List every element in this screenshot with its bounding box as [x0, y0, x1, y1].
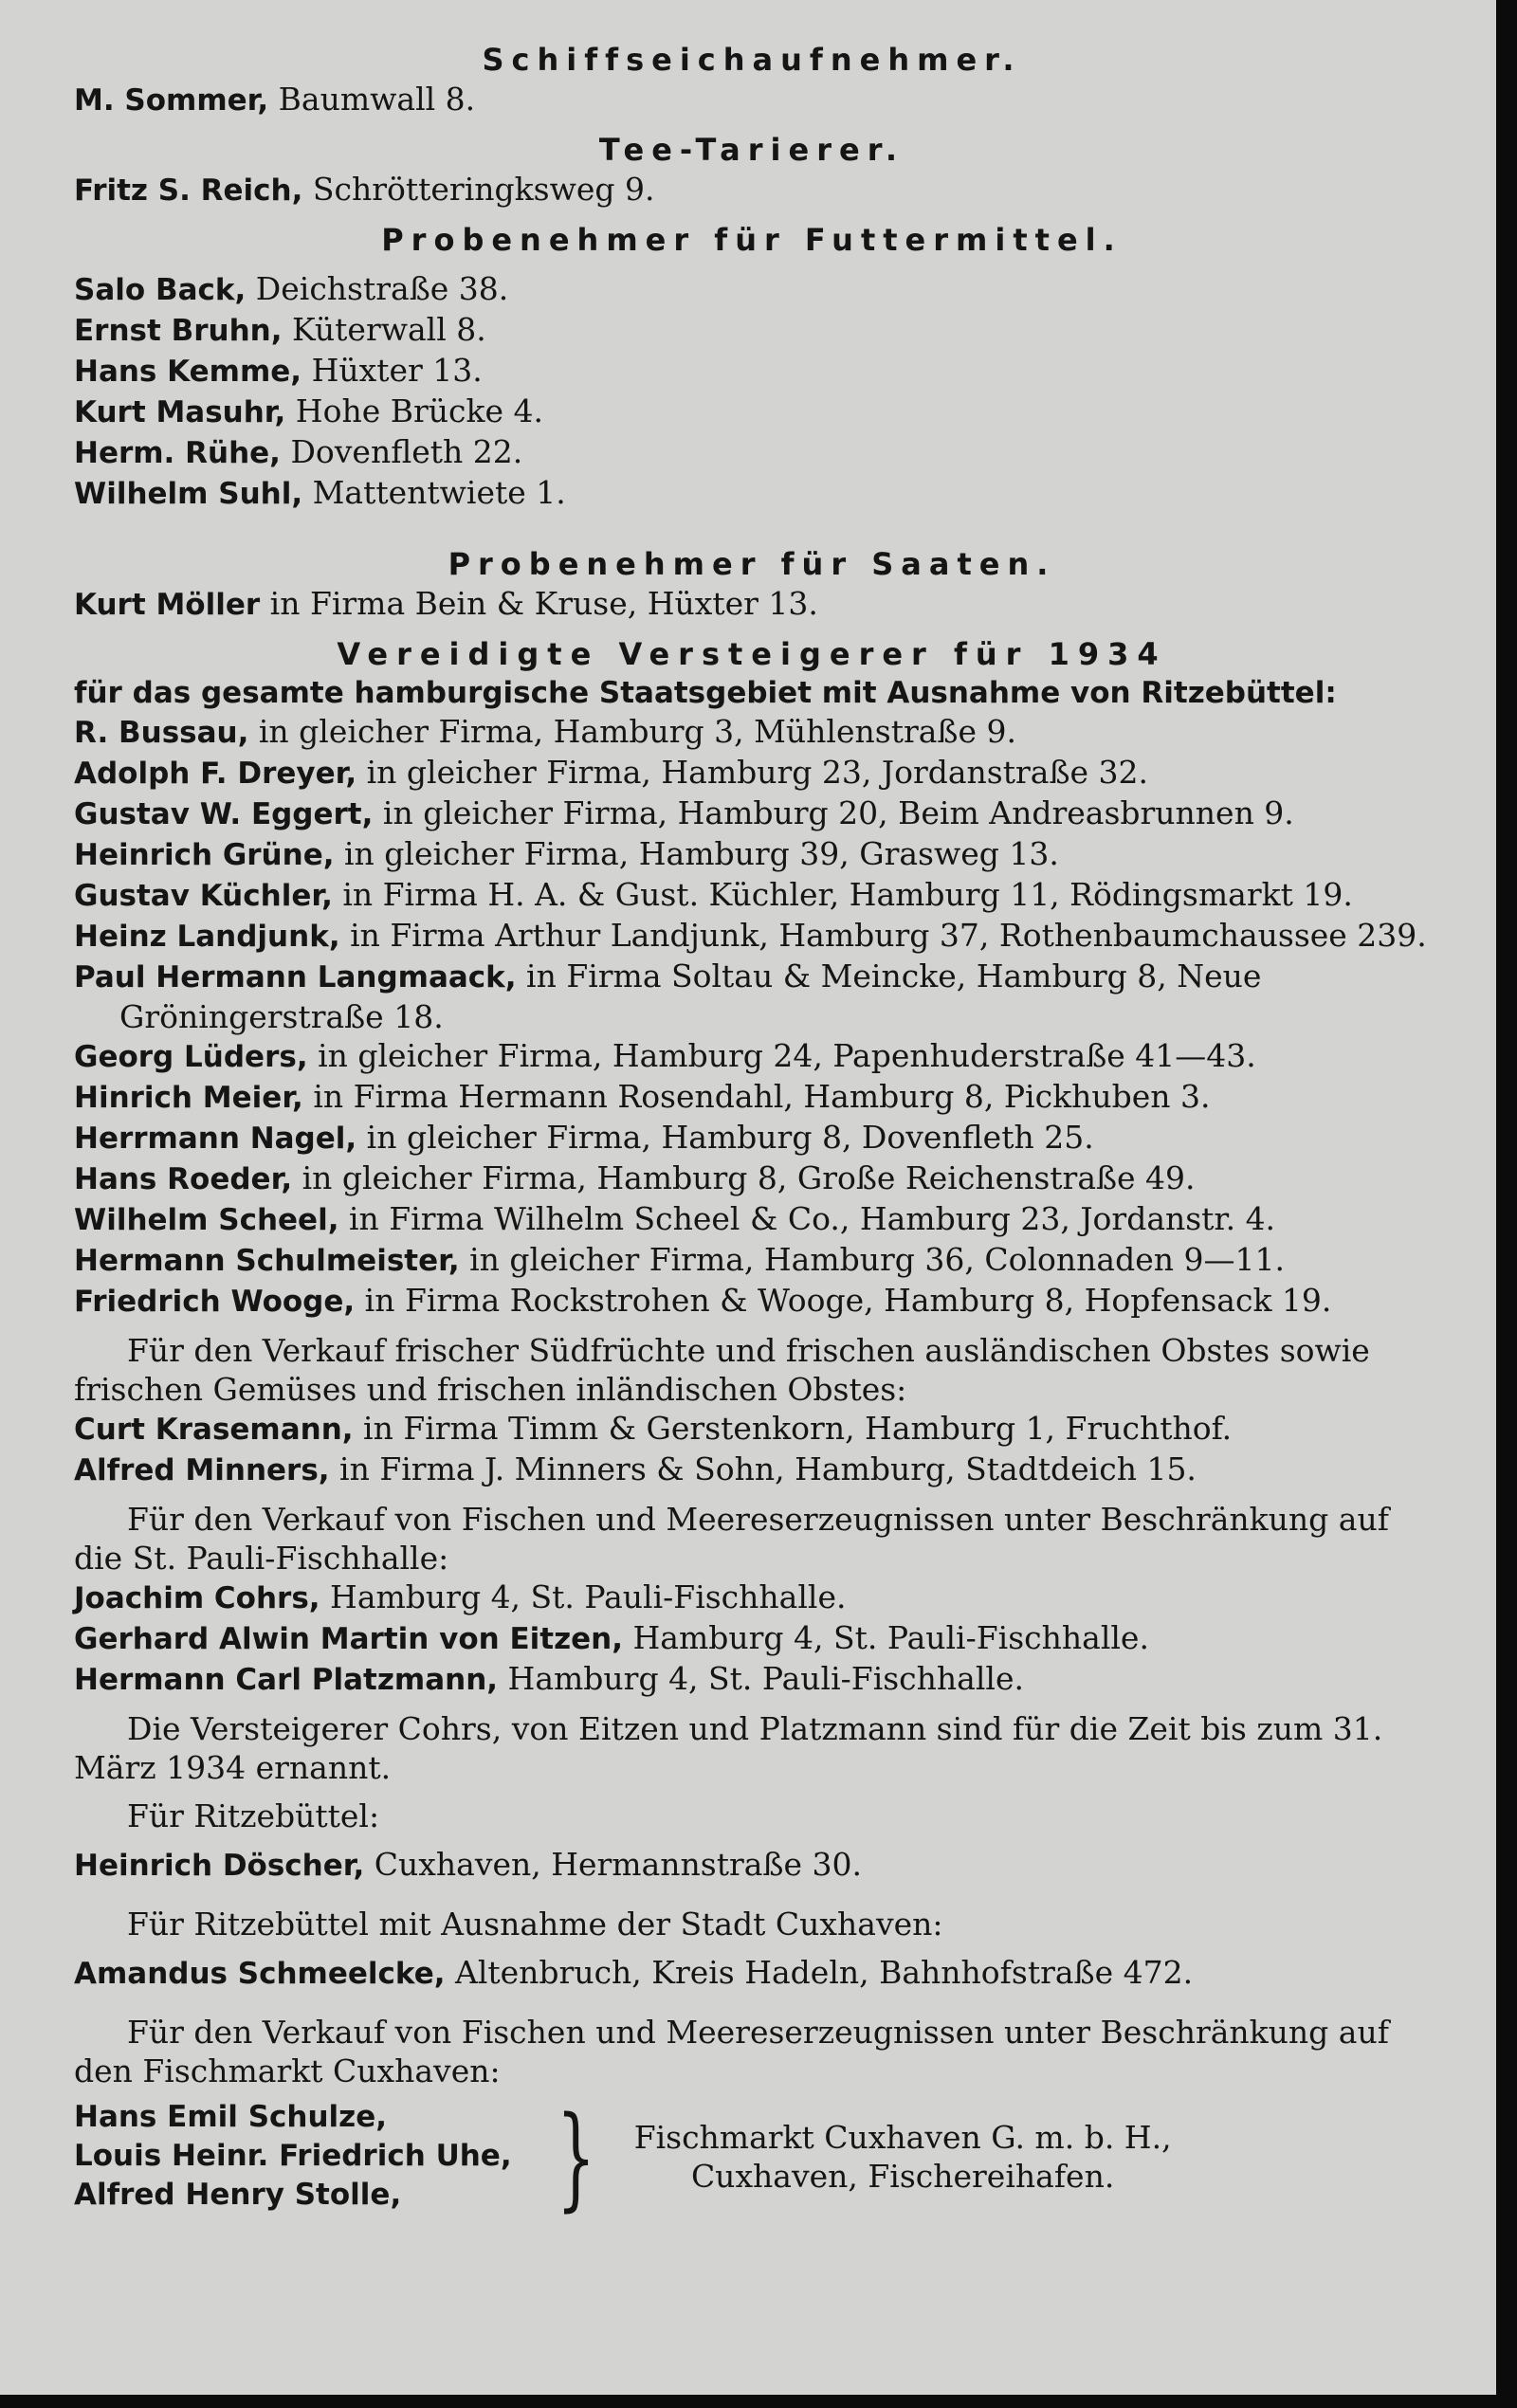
entry-name: Hermann Schulmeister,: [74, 1244, 460, 1278]
list-item: [74, 957, 1430, 1036]
intro-ritzebuettel-ohne-cuxhaven: Für Ritzebüttel mit Ausnahme der Stadt Cuxhaven:: [127, 1906, 943, 1943]
list-item: [74, 392, 1430, 432]
entry-address: in Firma Wilhelm Scheel & Co., Hamburg 23, Jordanstr. 4.: [338, 1200, 1276, 1237]
entry-name: Curt Krasemann,: [74, 1413, 354, 1447]
entry-address: in Firma H. A. & Gust. Küchler, Hamburg 11, Rödingsmarkt 19.: [332, 876, 1353, 913]
heading-probenehmer-futtermittel: Probenehmer für Futtermittel.: [381, 222, 1123, 258]
entry-name: Georg Lüders,: [74, 1040, 308, 1074]
list-item: [74, 170, 1430, 210]
list-item: [74, 269, 1430, 310]
entry-name: Herrmann Nagel,: [74, 1122, 357, 1156]
list-item: [74, 432, 1430, 473]
list-item: [74, 1953, 1430, 1994]
entry-name: Hinrich Meier,: [74, 1081, 303, 1115]
entry-name: Hans Kemme,: [74, 355, 302, 389]
list-item: [74, 753, 1430, 794]
entry-name: Gustav W. Eggert,: [74, 797, 374, 831]
entry-address: in gleicher Firma, Hamburg 8, Dovenfleth 25.: [356, 1119, 1094, 1156]
list-item: [74, 1578, 1430, 1618]
entry-address: in Firma Timm & Gerstenkorn, Hamburg 1, Fruchthof.: [353, 1410, 1233, 1447]
list-item: [74, 1036, 1430, 1077]
entry-address: Hohe Brücke 4.: [285, 392, 543, 429]
entry-name: Friedrich Wooge,: [74, 1285, 356, 1319]
heading-tee-tarierer: Tee-Tarierer.: [598, 132, 905, 168]
entry-name: Kurt Möller: [74, 588, 261, 622]
intro-ritzebuettel: Für Ritzebüttel:: [127, 1797, 380, 1834]
entry-name: Wilhelm Scheel,: [74, 1203, 339, 1237]
entry-address: Dovenfleth 22.: [280, 433, 523, 470]
entry-address: in gleicher Firma, Hamburg 36, Colonnaden 9—11.: [459, 1241, 1285, 1278]
entry-address: Cuxhaven, Hermannstraße 30.: [364, 1846, 862, 1883]
entry-address: in gleicher Firma, Hamburg 39, Grasweg 13.: [334, 835, 1059, 872]
entry-name: Salo Back,: [74, 273, 247, 307]
list-item: [74, 1845, 1430, 1886]
subheading-staatsgebiet: für das gesamte hamburgische Staatsgebiet mit Ausnahme von Ritzebüttel:: [74, 676, 1337, 710]
list-item: [74, 1618, 1430, 1659]
entry-name: M. Sommer,: [74, 83, 269, 118]
intro-fische-st-pauli: Für den Verkauf von Fischen und Meereserzeugnissen unter Beschränkung auf die St. Pauli-Fischhalle:: [74, 1501, 1389, 1577]
entry-address: in Firma Soltau & Meincke, Hamburg 8, Neue Gröningerstraße 18.: [119, 958, 1262, 1035]
entry-address: Hamburg 4, St. Pauli-Fischhalle.: [498, 1660, 1024, 1697]
intro-fische-cuxhaven: Für den Verkauf von Fischen und Meereserzeugnissen unter Beschränkung auf den Fischmarkt Cuxhaven:: [74, 2014, 1389, 2089]
entry-name: Louis Heinr. Friedrich Uhe,: [74, 2139, 512, 2173]
list-item: [74, 712, 1430, 753]
list-item: [74, 473, 1430, 514]
entry-name: Gerhard Alwin Martin von Eitzen,: [74, 1622, 624, 1656]
list-item: [74, 1659, 1430, 1700]
entry-name: Hans Emil Schulze,: [74, 2100, 388, 2134]
list-item: [74, 351, 1430, 392]
entry-address: Baumwall 8.: [268, 81, 476, 118]
list-item: [74, 1450, 1430, 1490]
cuxhaven-names: [74, 2098, 512, 2215]
entry-address: Hamburg 4, St. Pauli-Fischhalle.: [623, 1619, 1149, 1656]
entry-address: Hamburg 4, St. Pauli-Fischhalle.: [320, 1578, 847, 1615]
list-item: [74, 1199, 1430, 1240]
list-item: [74, 916, 1430, 957]
entry-name: Amandus Schmeelcke,: [74, 1957, 446, 1991]
entry-name: Kurt Masuhr,: [74, 395, 286, 429]
list-item: [74, 1281, 1430, 1322]
entry-address: in gleicher Firma, Hamburg 8, Große Reichenstraße 49.: [292, 1159, 1196, 1196]
entry-address: in Firma J. Minners & Sohn, Hamburg, Stadtdeich 15.: [329, 1450, 1197, 1487]
entry-address: in Firma Bein & Kruse, Hüxter 13.: [260, 585, 818, 622]
entry-name: Gustav Küchler,: [74, 879, 333, 913]
list-item: [74, 1118, 1430, 1158]
entry-address: Deichstraße 38.: [246, 270, 509, 307]
entry-name: Adolph F. Dreyer,: [74, 757, 357, 791]
entry-name: Joachim Cohrs,: [74, 1581, 320, 1615]
entry-name: Paul Hermann Langmaack,: [74, 960, 517, 994]
list-item: [74, 1077, 1430, 1118]
entry-address: in gleicher Firma, Hamburg 23, Jordanstraße 32.: [356, 754, 1148, 791]
entry-name: Alfred Minners,: [74, 1453, 330, 1487]
entry-name: Fritz S. Reich,: [74, 173, 303, 208]
entry-address: in gleicher Firma, Hamburg 3, Mühlenstraße 9.: [248, 713, 1016, 750]
list-item: [74, 875, 1430, 916]
address-line: Fischmarkt Cuxhaven G. m. b. H.,: [633, 2118, 1172, 2156]
entry-name: Alfred Henry Stolle,: [74, 2178, 402, 2212]
entry-address: in gleicher Firma, Hamburg 24, Papenhuderstraße 41—43.: [307, 1037, 1256, 1074]
heading-probenehmer-saaten: Probenehmer für Saaten.: [448, 546, 1056, 582]
entry-name: Herm. Rühe,: [74, 436, 281, 470]
list-item: [74, 834, 1430, 875]
entry-address: in gleicher Firma, Hamburg 20, Beim Andreasbrunnen 9.: [373, 794, 1294, 831]
curly-brace: }: [556, 2090, 595, 2222]
heading-vereidigte-versteigerer: Vereidigte Versteigerer für 1934: [337, 636, 1167, 672]
entry-name: Heinz Landjunk,: [74, 920, 340, 954]
list-item: [74, 794, 1430, 834]
entry-name: Ernst Bruhn,: [74, 314, 283, 348]
entry-address: Schrötteringksweg 9.: [302, 171, 655, 208]
heading-schiffseichaufnehmer: Schiffseichaufnehmer.: [482, 42, 1022, 78]
entry-address: in Firma Rockstrohen & Wooge, Hamburg 8, Hopfensack 19.: [355, 1282, 1332, 1319]
list-item: [74, 1409, 1430, 1450]
entry-address: in Firma Arthur Landjunk, Hamburg 37, Rothenbaumchaussee 239.: [339, 917, 1427, 954]
entry-address: Altenbruch, Kreis Hadeln, Bahnhofstraße 472.: [445, 1954, 1194, 1991]
intro-suedfruechte: Für den Verkauf frischer Südfrüchte und frischen ausländischen Obstes sowie frischen Gemüses und frischen inländischen Obstes:: [74, 1332, 1370, 1408]
entry-name: Hermann Carl Platzmann,: [74, 1663, 499, 1697]
cuxhaven-group: [74, 2090, 1430, 2222]
list-item: [74, 310, 1430, 351]
entry-name: Heinrich Döscher,: [74, 1849, 365, 1883]
entry-name: Heinrich Grüne,: [74, 838, 335, 872]
entry-name: Wilhelm Suhl,: [74, 477, 303, 511]
entry-address: Küterwall 8.: [282, 311, 486, 348]
cuxhaven-address: [634, 2118, 1172, 2196]
entry-address: in Firma Hermann Rosendahl, Hamburg 8, Pickhuben 3.: [302, 1078, 1211, 1115]
entry-name: Hans Roeder,: [74, 1162, 293, 1196]
note-ernennung: Die Versteigerer Cohrs, von Eitzen und Platzmann sind für die Zeit bis zum 31. März 1934 ernannt.: [74, 1710, 1383, 1786]
entry-address: Hüxter 13.: [302, 352, 483, 389]
entry-name: R. Bussau,: [74, 716, 249, 750]
list-item: [74, 584, 1430, 625]
document-content: [74, 40, 1430, 2222]
list-item: [74, 80, 1430, 120]
address-line: Cuxhaven, Fischereihafen.: [690, 2157, 1115, 2195]
entry-address: Mattentwiete 1.: [302, 474, 566, 511]
list-item: [74, 1240, 1430, 1281]
list-item: [74, 1158, 1430, 1199]
